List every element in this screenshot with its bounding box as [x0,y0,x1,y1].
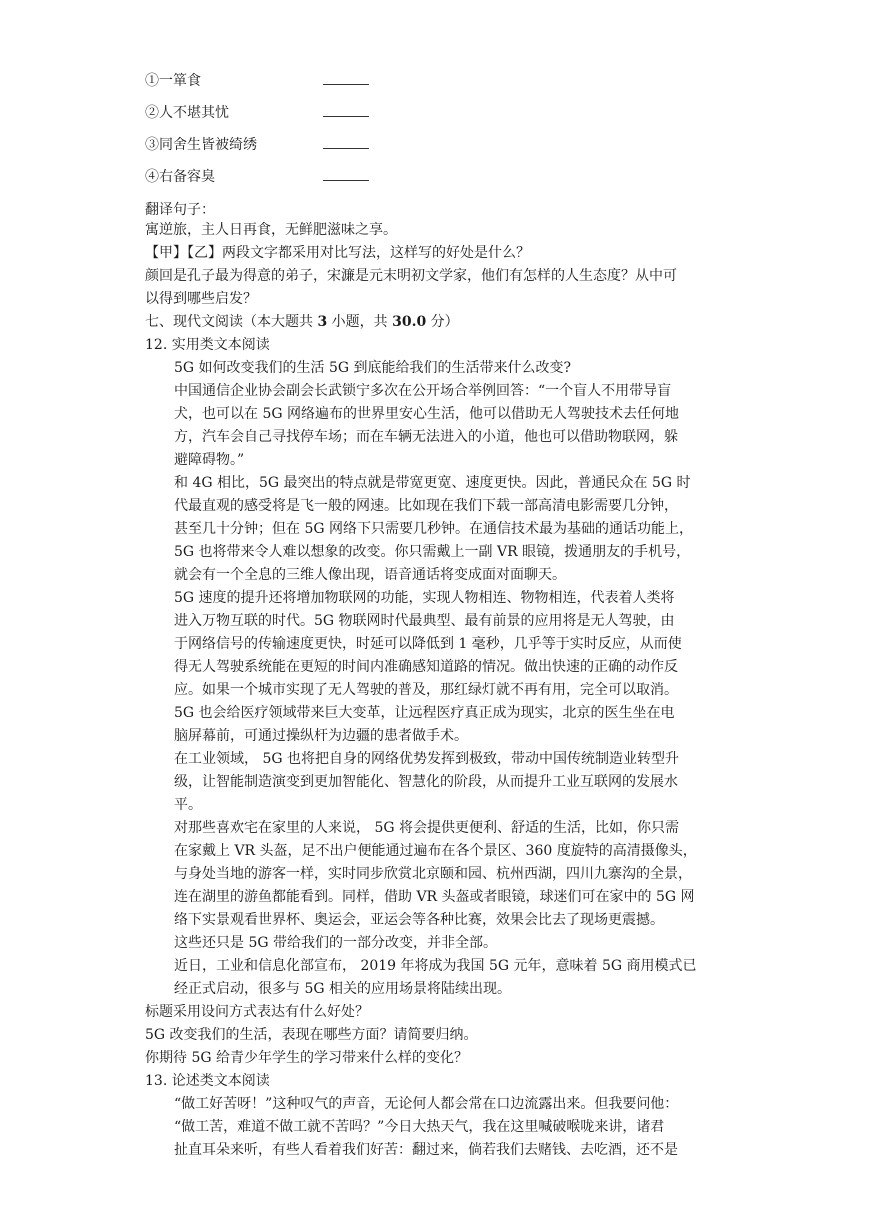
question-12-3: 你期待 5G 给青少年学生的学习带来什么样的变化？ [145,1050,468,1066]
article-line: 和 4G 相比，5G 最突出的特点就是带宽更宽、速度更快。因此，普通民众在 5G 时 [174,475,691,491]
answer-blank [323,180,369,181]
article-line: 应。如果一个城市实现了无人驾驶的普及，那红绿灯就不再有用，完全可以取消。 [174,682,678,698]
question-12-title: 12. 实用类文本阅读 [145,337,270,353]
item-4-text: ④右备容臭 [145,169,215,185]
question-12-2: 5G 改变我们的生活，表现在哪些方面？请简要归纳。 [145,1027,478,1043]
item-3-text: ③同舍生皆被绮绣 [145,137,257,153]
question-attitude-line-2: 以得到哪些启发？ [145,291,257,307]
item-1-text: ①一箪食 [145,73,201,89]
article-line: 平。 [174,797,202,813]
essay-line: “做工好苦呀！”这种叹气的声音，无论何人都会常在口边流露出来。但我要问他： [174,1096,679,1112]
answer-blank [323,148,369,149]
article-line: 就会有一个全息的三维人像出现，语音通话将变成面对面聊天。 [174,567,566,583]
item-1 [145,70,201,92]
question-attitude-line-1: 颜回是孔子最为得意的弟子，宋濂是元末明初文学家，他们有怎样的人生态度？从中可 [145,268,677,284]
article-line: 避障碍物。” [174,452,245,468]
section-7-text-b: 小题，共 [327,314,393,330]
item-2 [145,102,229,124]
section-7-text-a: 七、现代文阅读（本大题共 [145,314,318,330]
article-line: 甚至几十分钟；但在 5G 网络下只需要几秒钟。在通信技术最为基础的通话功能上， [174,521,693,537]
item-2-text: ②人不堪其忧 [145,105,229,121]
question-13-title: 13. 论述类文本阅读 [145,1073,270,1089]
answer-blank [323,116,369,117]
article-line: 5G 速度的提升还将增加物联网的功能，实现人物相连、物物相连，代表着人类将 [174,590,675,606]
article-line: 代最直观的感受将是飞一般的网速。比如现在我们下载一部高清电影需要几分钟， [174,498,678,514]
translate-heading: 翻译句子： [145,202,215,218]
item-4 [145,166,215,188]
answer-blank [323,84,369,85]
section-7-heading [145,311,459,333]
article-line: 进入万物互联的时代。5G 物联网时代最典型、最有前景的应用将是无人驾驶，由 [174,613,675,629]
article-line: 与身处当地的游客一样，实时同步欣赏北京颐和园、杭州西湖，四川九寨沟的全景， [174,866,692,882]
article-line: 5G 如何改变我们的生活 5G 到底能给我们的生活带来什么改变? [174,360,572,376]
section-7-count: 3 [317,314,328,330]
article-line: 犬，也可以在 5G 网络遍布的世界里安心生活，他可以借助无人驾驶技术去任何地 [174,406,679,422]
article-line: 于网络信号的传输速度更快，时延可以降低到 1 毫秒，几乎等于实时反应，从而使 [174,636,682,652]
article-line: 近日，工业和信息化部宣布， 2019 年将成为我国 5G 元年，意味着 5G 商用模式已 [174,958,697,974]
item-3 [145,134,257,156]
article-line: 脑屏幕前，可通过操纵杆为边疆的患者做手术。 [174,728,468,744]
article-line: 络下实景观看世界杯、奥运会，亚运会等各种比赛，效果会比去了现场更震撼。 [174,912,664,928]
translate-sentence: 寓逆旅，主人日再食，无鲜肥滋味之享。 [145,222,397,238]
article-line: 5G 也会给医疗领域带来巨大变革，让远程医疗真正成为现实，北京的医生坐在电 [174,705,675,721]
article-line: 5G 也将带来令人难以想象的改变。你只需戴上一副 VR 眼镜，拨通朋友的手机号， [174,544,691,560]
essay-line: “做工苦，难道不做工就不苦吗？”今日大热天气，我在这里喊破喉咙来讲，诸君 [174,1119,665,1135]
article-line: 这些还只是 5G 带给我们的一部分改变，并非全部。 [174,935,497,951]
question-12-1: 标题采用设问方式表达有什么好处？ [145,1004,369,1020]
article-line: 方，汽车会自己寻找停车场；而在车辆无法进入的小道，他也可以借助物联网，躲 [174,429,678,445]
article-line: 级，让智能制造演变到更加智能化、智慧化的阶段，从而提升工业互联网的发展水 [174,774,678,790]
article-line: 中国通信企业协会副会长武锁宁多次在公开场合举例回答：“一个盲人不用带导盲 [174,383,672,399]
article-line: 对那些喜欢宅在家里的人来说， 5G 将会提供更便利、舒适的生活，比如，你只需 [174,820,679,836]
essay-line: 扯直耳朵来听，有些人看着我们好苦：翻过来，倘若我们去赌钱、去吃酒，还不是 [174,1142,678,1158]
section-7-score: 30.0 [392,314,427,330]
article-line: 在家戴上 VR 头盔，足不出户便能通过遍布在各个景区、360 度旋特的高清摄像头， [174,843,697,859]
article-line: 经正式启动，很多与 5G 相关的应用场景将陆续出现。 [174,981,511,997]
article-line: 得无人驾驶系统能在更短的时间内准确感知道路的情况。做出快速的正确的动作反 [174,659,678,675]
article-line: 连在湖里的游鱼都能看到。同样，借助 VR 头盔或者眼镜，球迷们可在家中的 5G 网 [174,889,695,905]
question-compare: 【甲】【乙】两段文字都采用对比写法，这样写的好处是什么？ [145,245,530,261]
section-7-text-c: 分） [426,314,459,330]
article-line: 在工业领域， 5G 也将把自身的网络优势发挥到极致，带动中国传统制造业转型升 [174,751,679,767]
